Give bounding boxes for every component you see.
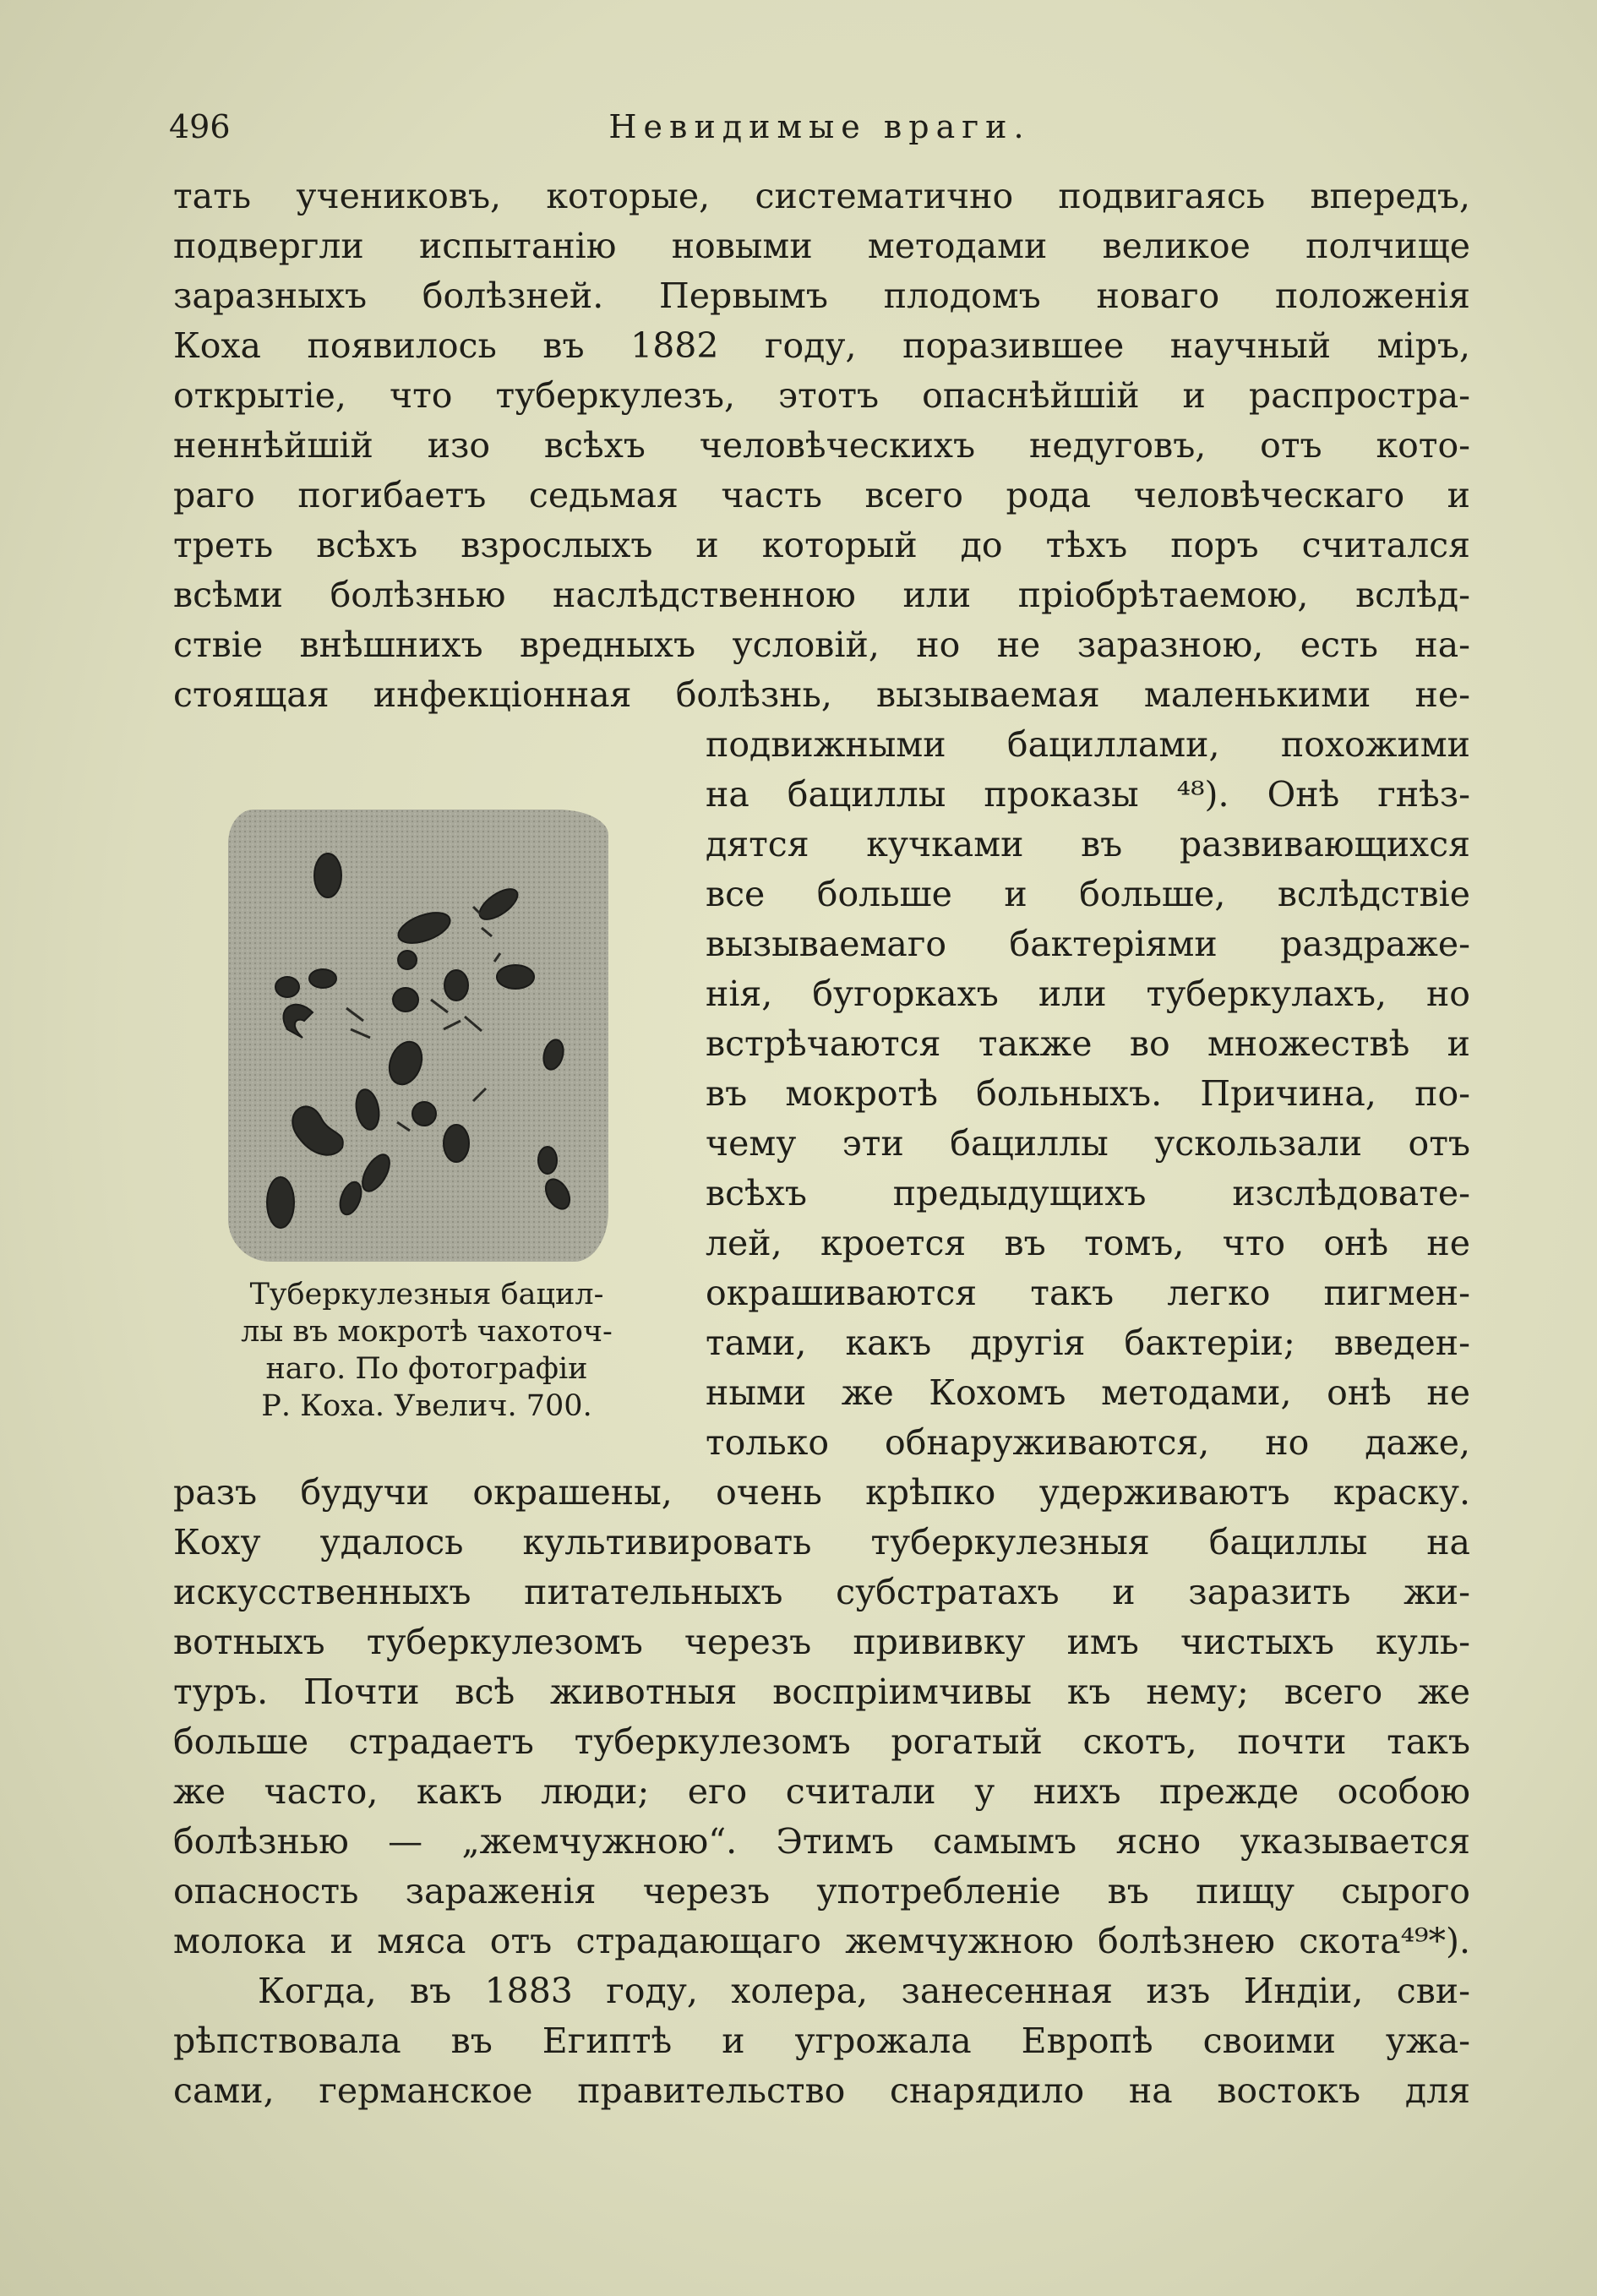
text-line: только обнаруживаются, но даже,	[706, 1422, 1470, 1463]
text-line: окрашиваются такъ легко пигмен-	[706, 1273, 1470, 1313]
text-line: же часто, какъ люди; его считали у нихъ прежде особою	[173, 1771, 1470, 1812]
text-line: Когда, въ 1883 году, холера, занесенная изъ Индіи, сви-	[258, 1971, 1470, 2011]
text-line: раго погибаетъ седьмая часть всего рода человѣческаго и	[173, 475, 1470, 515]
text-line: ными же Кохомъ методами, онѣ не	[706, 1372, 1470, 1413]
text-line: дятся кучками въ развивающихся	[706, 824, 1470, 864]
text-line: туръ. Почти всѣ животныя воспріимчивы къ нему; всего же	[173, 1672, 1470, 1712]
text-line: подвижными бациллами, похожими	[706, 724, 1470, 765]
text-line: опасность зараженія черезъ употребленіе въ пищу сырого	[173, 1871, 1470, 1912]
text-line: Коха появилось въ 1882 году, поразившее научный міръ,	[173, 325, 1470, 366]
caption-line: Р. Коха. Увелич. 700.	[261, 1389, 592, 1423]
text-line: тать учениковъ, которые, систематично подвигаясь впередъ,	[173, 176, 1470, 216]
text-line: нія, бугоркахъ или туберкулахъ, но	[706, 973, 1470, 1014]
text-line: ствіе внѣшнихъ вредныхъ условій, но не заразною, есть на-	[173, 624, 1470, 665]
page-header	[169, 108, 1470, 159]
text-line: неннѣйшій изо всѣхъ человѣческихъ недуговъ, отъ кото-	[173, 425, 1470, 466]
text-line: лей, кроется въ томъ, что онѣ не	[706, 1223, 1470, 1263]
caption-line: наго. По фотографіи	[265, 1352, 588, 1386]
text-line: подвергли испытанію новыми методами великое полчище	[173, 226, 1470, 266]
running-title: Невидимые враги.	[608, 108, 1031, 145]
text-line: треть всѣхъ взрослыхъ и который до тѣхъ поръ считался	[173, 525, 1470, 565]
text-line: всѣхъ предыдущихъ изслѣдовате-	[706, 1173, 1470, 1213]
page-number: 496	[169, 108, 231, 145]
text-line: искусственныхъ питательныхъ субстратахъ и заразить жи-	[173, 1572, 1470, 1612]
figure-caption	[173, 1276, 680, 1425]
text-line: сами, германское правительство снарядило на востокъ для	[173, 2070, 1470, 2111]
text-line: разъ будучи окрашены, очень крѣпко удерживаютъ краску.	[173, 1472, 1470, 1513]
text-line: встрѣчаются также во множествѣ и	[706, 1023, 1470, 1064]
text-line: въ мокротѣ больныхъ. Причина, по-	[706, 1073, 1470, 1114]
text-line: вотныхъ туберкулезомъ черезъ прививку имъ чистыхъ куль-	[173, 1622, 1470, 1662]
text-line: больше страдаетъ туберкулезомъ рогатый скотъ, почти такъ	[173, 1721, 1470, 1762]
text-line: молока и мяса отъ страдающаго жемчужною болѣзнею скота⁴⁹*).	[173, 1921, 1470, 1961]
text-line: чему эти бациллы ускользали отъ	[706, 1123, 1470, 1164]
text-line: болѣзнью — „жемчужною“. Этимъ самымъ ясно указывается	[173, 1821, 1470, 1862]
bacilli-icon	[228, 810, 608, 1262]
text-line: всѣми болѣзнью наслѣдственною или пріобрѣтаемою, вслѣд-	[173, 575, 1470, 615]
text-line: стоящая инфекціонная болѣзнь, вызываемая маленькими не-	[173, 674, 1470, 715]
text-line: на бациллы проказы ⁴⁸). Онѣ гнѣз-	[706, 774, 1470, 815]
caption-line: Туберкулезныя бацил-	[249, 1278, 604, 1312]
text-line: Коху удалось культивировать туберкулезныя бациллы на	[173, 1522, 1470, 1562]
text-line: рѣпствовала въ Египтѣ и угрожала Европѣ своими ужа-	[173, 2021, 1470, 2061]
bacilli-micrograph-illustration	[228, 810, 608, 1262]
text-line: открытіе, что туберкулезъ, этотъ опаснѣйшій и распростра-	[173, 375, 1470, 416]
text-line: тами, какъ другія бактеріи; введен-	[706, 1323, 1470, 1363]
text-line: заразныхъ болѣзней. Первымъ плодомъ новаго положенія	[173, 275, 1470, 316]
text-line: вызываемаго бактеріями раздраже-	[706, 924, 1470, 964]
text-line: все больше и больше, вслѣдствіе	[706, 874, 1470, 914]
caption-line: лы въ мокротѣ чахоточ-	[241, 1315, 613, 1349]
